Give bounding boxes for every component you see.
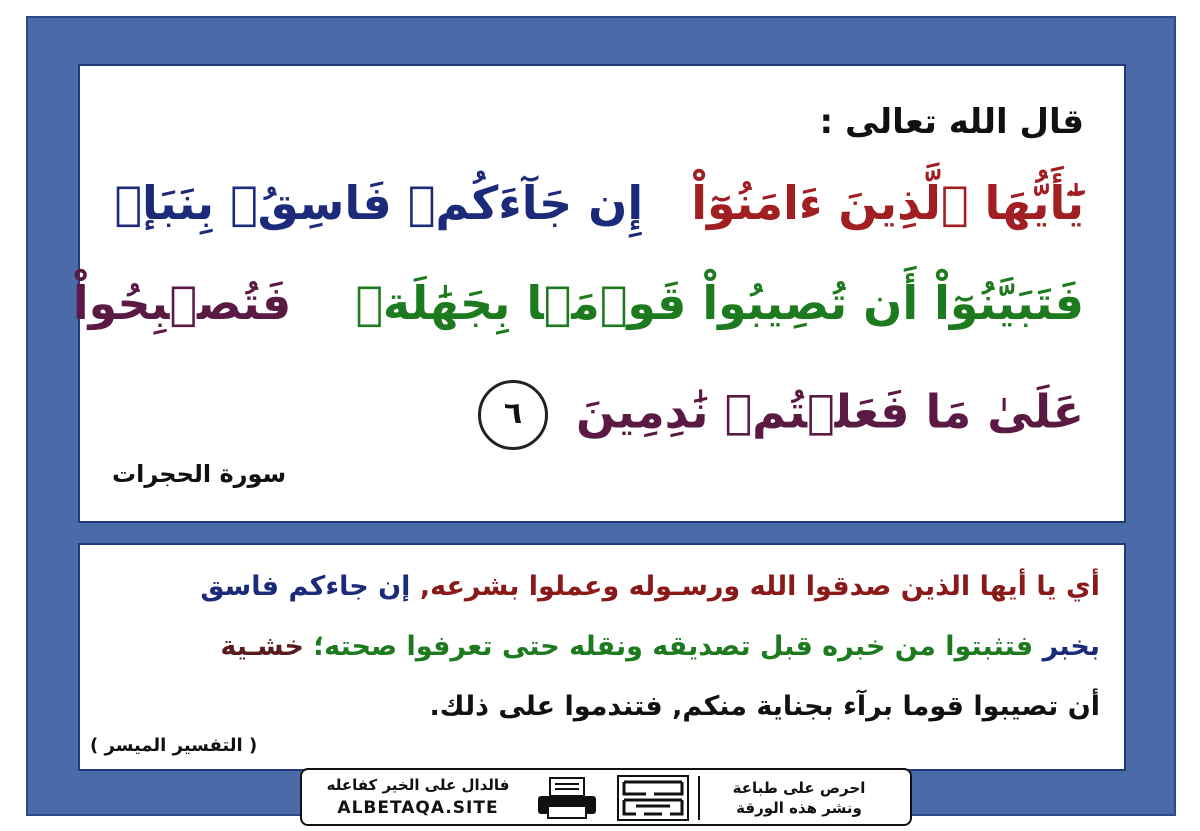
footer-bar bbox=[300, 768, 912, 826]
verse-line-2 bbox=[73, 276, 1084, 330]
tafsir-l1-b: إن جاءكم فاسق bbox=[200, 571, 411, 602]
tafsir-l2-b: فتثبتوا من خبره قبل تصديقه ونقله حتى تعرفوا صحته؛ bbox=[313, 631, 1034, 662]
ayah-number-marker: ٦ bbox=[478, 380, 548, 450]
printer-icon bbox=[534, 776, 600, 820]
verse-line-1 bbox=[114, 176, 1084, 230]
tafsir-line-3: أن تصيبوا قوما برآء بجناية منكم, فتندموا على ذلك. bbox=[429, 691, 1100, 722]
site-link[interactable]: ALBETAQA.SITE bbox=[337, 798, 499, 818]
tafsir-line-2 bbox=[220, 631, 1100, 662]
verse-l3: عَلَىٰ مَا فَعَلۡتُمۡ نَٰدِمِينَ bbox=[576, 384, 1084, 439]
footer-right bbox=[704, 778, 894, 818]
tafsir-line-1 bbox=[200, 571, 1100, 602]
intro-heading: قال الله تعالى : bbox=[819, 102, 1084, 142]
footer-divider bbox=[698, 776, 700, 820]
verse-l1-part2: إِن جَآءَكُمۡ فَاسِقُۢ بِنَبَإٖ bbox=[114, 176, 644, 230]
tafsir-l2-a: بخبر bbox=[1042, 631, 1100, 662]
footer-right-line1: احرص على طباعة bbox=[732, 779, 866, 797]
verse-panel bbox=[72, 64, 1126, 523]
footer-left bbox=[318, 776, 518, 818]
footer-proverb: فالدال على الخير كفاعله bbox=[326, 776, 510, 794]
footer-right-line2: ونشر هذه الورقة bbox=[736, 799, 862, 817]
verse-l1-part1: يَٰٓأَيُّهَا ٱلَّذِينَ ءَامَنُوٓاْ bbox=[691, 176, 1084, 230]
surah-name: سورة الحجرات bbox=[112, 460, 287, 488]
tafsir-source: ( التفسير الميسر ) bbox=[90, 735, 258, 756]
tafsir-l1-a: أي يا أيها الذين صدقوا الله ورسـوله وعملوا بشرعه, bbox=[419, 571, 1100, 602]
tafsir-panel bbox=[78, 543, 1126, 771]
verse-l2-part1: فَتَبَيَّنُوٓاْ أَن تُصِيبُواْ قَوۡمَۢا بِجَهَٰلَةٖ bbox=[355, 276, 1084, 330]
tafsir-l2-c: خشـية bbox=[220, 631, 304, 662]
dawat-alwaraqa-logo bbox=[616, 774, 690, 822]
verse-line-3 bbox=[466, 380, 1084, 450]
verse-l2-part2: فَتُصۡبِحُواْ bbox=[72, 276, 292, 330]
